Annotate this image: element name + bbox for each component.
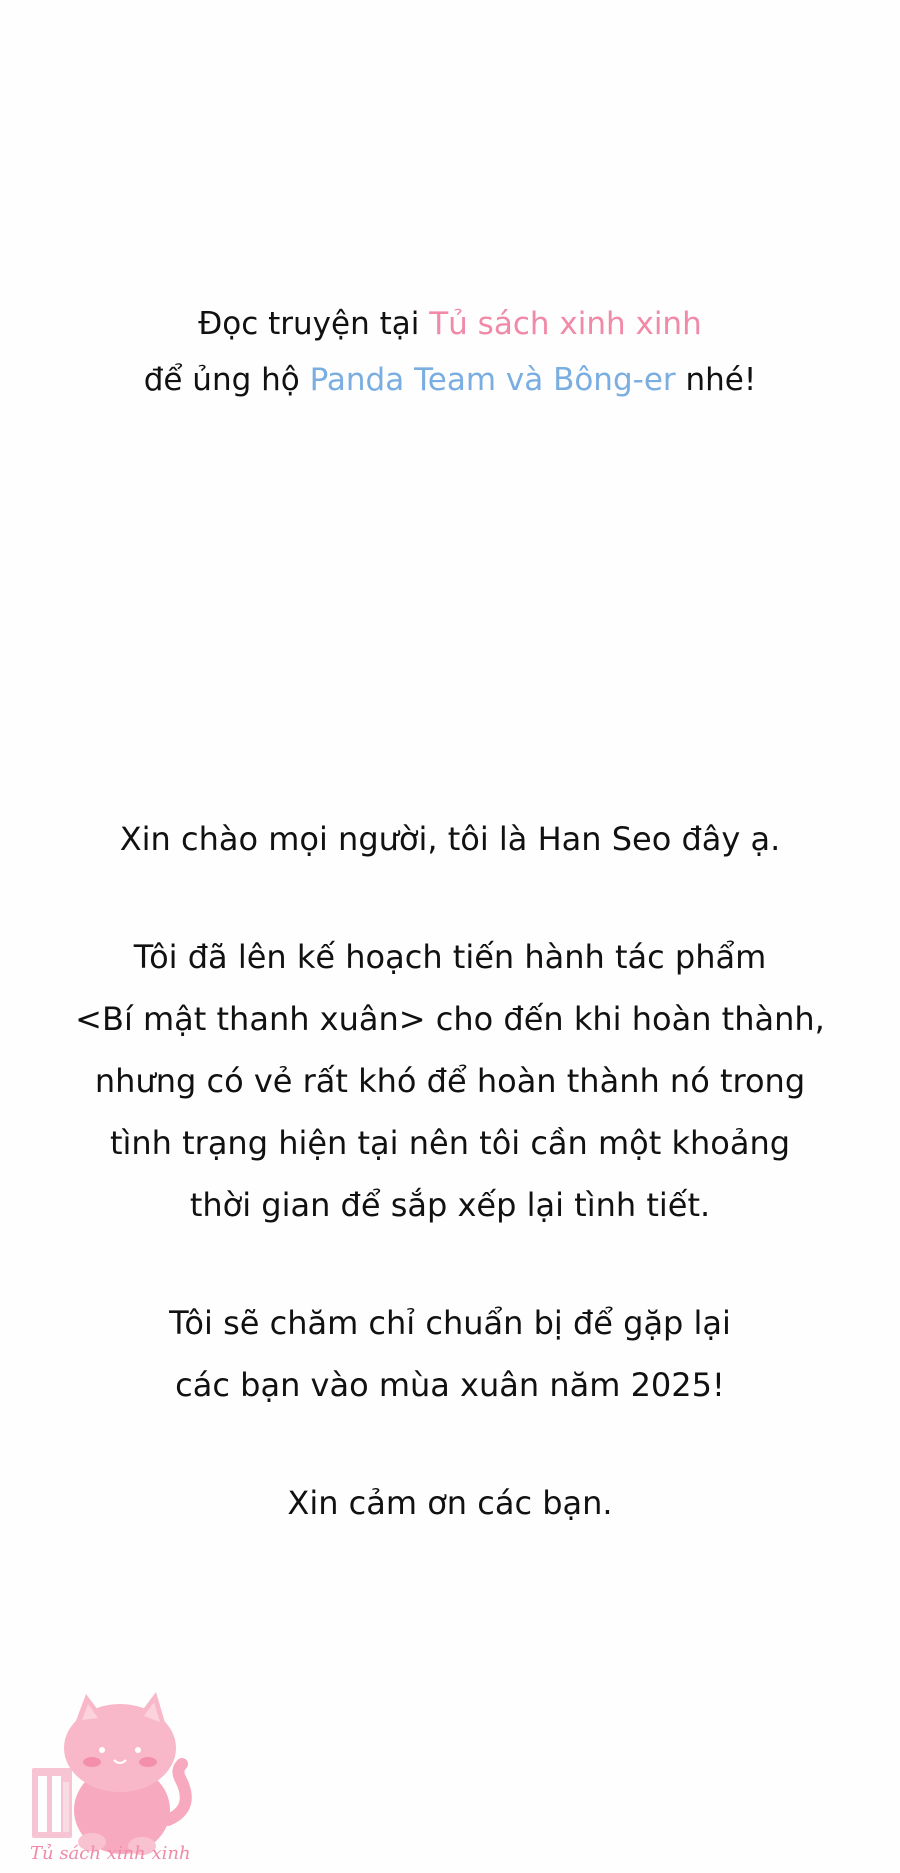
credit-prefix: Đọc truyện tại bbox=[198, 306, 430, 342]
team-name: Panda Team và Bông-er bbox=[309, 362, 676, 398]
support-prefix: để ủng hộ bbox=[143, 362, 310, 398]
cat-bookshelf-logo-icon bbox=[30, 1690, 200, 1865]
site-name: Tủ sách xinh xinh bbox=[429, 306, 702, 342]
credit-banner bbox=[0, 296, 900, 408]
author-message bbox=[0, 808, 900, 1534]
greeting-paragraph bbox=[0, 808, 900, 870]
closing-line: các bạn vào mùa xuân năm 2025! bbox=[175, 1366, 725, 1404]
thanks-line: Xin cảm ơn các bạn. bbox=[287, 1484, 613, 1522]
thanks-paragraph bbox=[0, 1472, 900, 1534]
logo-caption: Tủ sách xinh xinh bbox=[30, 1843, 191, 1864]
credit-line-2 bbox=[0, 352, 900, 408]
body-line: <Bí mật thanh xuân> cho đến khi hoàn thành, bbox=[75, 1000, 825, 1038]
credit-line-1 bbox=[0, 296, 900, 352]
support-suffix: nhé! bbox=[675, 362, 757, 398]
body-paragraph bbox=[0, 926, 900, 1236]
closing-line: Tôi sẽ chăm chỉ chuẩn bị để gặp lại bbox=[169, 1304, 731, 1342]
body-line: thời gian để sắp xếp lại tình tiết. bbox=[189, 1186, 711, 1224]
greeting-line: Xin chào mọi người, tôi là Han Seo đây ạ. bbox=[119, 820, 781, 858]
body-line: tình trạng hiện tại nên tôi cần một khoảng bbox=[109, 1124, 791, 1162]
closing-paragraph bbox=[0, 1292, 900, 1416]
body-line: Tôi đã lên kế hoạch tiến hành tác phẩm bbox=[133, 938, 767, 976]
body-line: nhưng có vẻ rất khó để hoàn thành nó trong bbox=[94, 1062, 806, 1100]
